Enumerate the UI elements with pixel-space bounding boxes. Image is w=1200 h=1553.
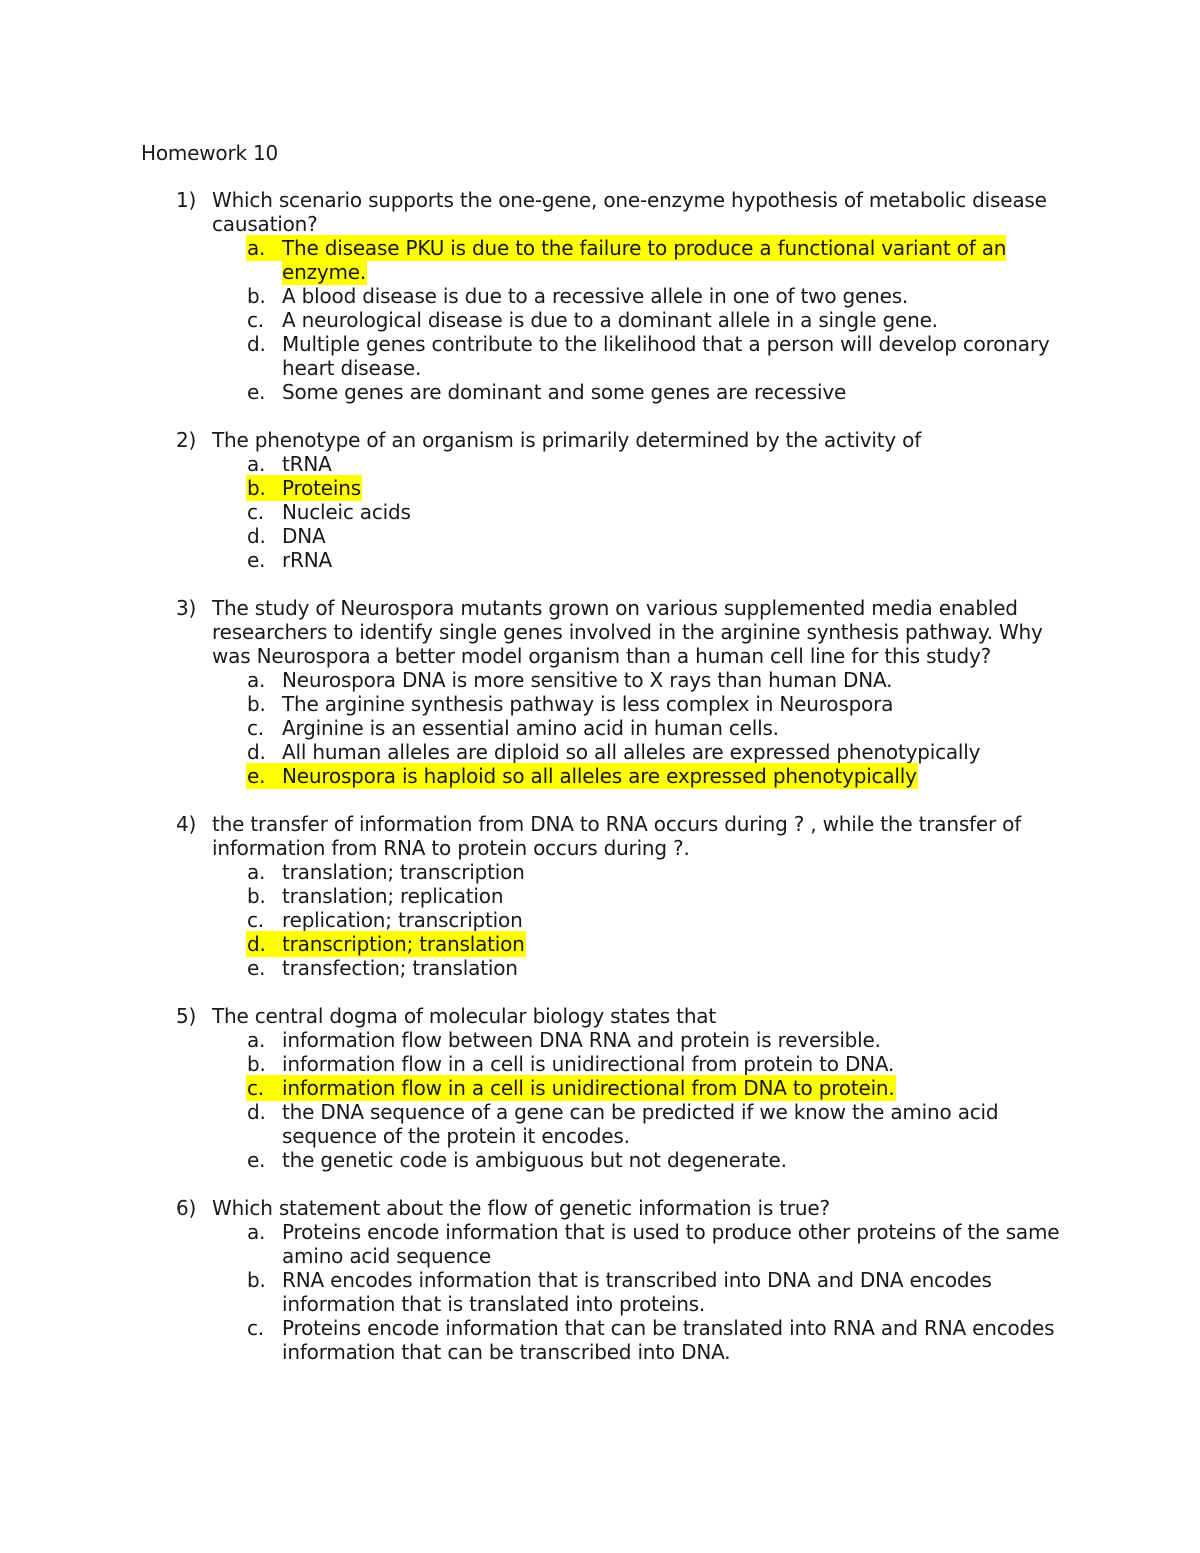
option-text: the genetic code is ambiguous but not degenerate. bbox=[282, 1148, 787, 1172]
option-text-wrapper bbox=[282, 1316, 1072, 1364]
question-number: 3) bbox=[176, 596, 197, 620]
option-text: information flow in a cell is unidirectional from protein to DNA. bbox=[282, 1052, 895, 1076]
option-text-wrapper bbox=[282, 1268, 1072, 1316]
option-text: tRNA bbox=[282, 452, 332, 476]
question-6 bbox=[0, 1196, 1200, 1364]
option-text: the DNA sequence of a gene can be predicted if we know the amino acid sequence of the protein it encodes. bbox=[282, 1100, 999, 1148]
option-letter: c. bbox=[247, 716, 264, 740]
option-letter: d. bbox=[247, 524, 266, 548]
option-letter: b. bbox=[247, 884, 266, 908]
question-number: 5) bbox=[176, 1004, 197, 1028]
question-text: The central dogma of molecular biology states that bbox=[212, 1004, 716, 1028]
option-text: Nucleic acids bbox=[282, 500, 411, 524]
option-text: translation; transcription bbox=[282, 860, 525, 884]
option-letter: a. bbox=[247, 452, 266, 476]
answer-option bbox=[0, 1100, 1200, 1148]
question-text: Which scenario supports the one-gene, one-enzyme hypothesis of metabolic disease causation? bbox=[212, 188, 1047, 236]
answer-option bbox=[0, 692, 1200, 716]
option-letter: e. bbox=[247, 956, 266, 980]
answer-option bbox=[0, 284, 1200, 308]
option-text: A neurological disease is due to a dominant allele in a single gene. bbox=[282, 308, 938, 332]
option-text: All human alleles are diploid so all alleles are expressed phenotypically bbox=[282, 740, 981, 764]
option-text-wrapper bbox=[282, 1052, 1072, 1076]
option-text-wrapper bbox=[282, 740, 1072, 764]
answer-option bbox=[0, 1220, 1200, 1268]
answer-options bbox=[0, 668, 1200, 788]
question-5 bbox=[0, 1004, 1200, 1172]
option-letter: b. bbox=[247, 692, 266, 716]
option-text-wrapper bbox=[282, 716, 1072, 740]
option-letter: d. bbox=[247, 932, 282, 956]
option-text-wrapper bbox=[282, 332, 1072, 380]
question-2 bbox=[0, 428, 1200, 572]
option-text-wrapper bbox=[282, 1100, 1072, 1148]
answer-option bbox=[0, 1268, 1200, 1316]
option-letter: a. bbox=[247, 668, 266, 692]
option-text: A blood disease is due to a recessive allele in one of two genes. bbox=[282, 284, 909, 308]
option-text: DNA bbox=[282, 524, 326, 548]
option-letter: e. bbox=[247, 548, 266, 572]
option-text-wrapper bbox=[282, 932, 1072, 956]
question-list bbox=[0, 188, 1200, 1388]
option-letter: c. bbox=[247, 1316, 264, 1340]
option-text-wrapper bbox=[282, 764, 1072, 788]
option-text: The arginine synthesis pathway is less complex in Neurospora bbox=[282, 692, 894, 716]
question-text: The study of Neurospora mutants grown on various supplemented media enabled researchers to identify single genes involved in the arginine synthesis pathway. Why was Neurospora a better model organism than a human cell line for this study? bbox=[212, 596, 1043, 668]
option-text: rRNA bbox=[282, 548, 332, 572]
question-text: Which statement about the flow of genetic information is true? bbox=[212, 1196, 830, 1220]
option-letter: c. bbox=[247, 908, 264, 932]
answer-option bbox=[0, 380, 1200, 404]
option-text-wrapper bbox=[282, 1028, 1072, 1052]
option-text-wrapper bbox=[282, 476, 1072, 500]
option-text: replication; transcription bbox=[282, 908, 523, 932]
option-text-wrapper bbox=[282, 668, 1072, 692]
option-text: Proteins encode information that is used to produce other proteins of the same amino acid sequence bbox=[282, 1220, 1060, 1268]
option-text-wrapper bbox=[282, 236, 1072, 284]
answer-option bbox=[0, 764, 1200, 788]
option-letter: a. bbox=[247, 236, 281, 260]
answer-option bbox=[0, 1076, 1200, 1100]
question-4 bbox=[0, 812, 1200, 980]
option-letter: a. bbox=[247, 1220, 266, 1244]
question-text: The phenotype of an organism is primarily determined by the activity of bbox=[212, 428, 922, 452]
option-letter: e. bbox=[247, 1148, 266, 1172]
answer-option bbox=[0, 956, 1200, 980]
question-number: 2) bbox=[176, 428, 197, 452]
option-text-wrapper bbox=[282, 548, 1072, 572]
option-text-wrapper bbox=[282, 884, 1072, 908]
option-text-wrapper bbox=[282, 692, 1072, 716]
option-text: Neurospora DNA is more sensitive to X rays than human DNA. bbox=[282, 668, 893, 692]
highlighted-answer-text: The disease PKU is due to the failure to produce a functional variant of an enzyme. bbox=[282, 236, 1007, 284]
option-letter: b. bbox=[247, 476, 282, 500]
answer-option bbox=[0, 524, 1200, 548]
answer-option bbox=[0, 1052, 1200, 1076]
answer-option bbox=[0, 1028, 1200, 1052]
answer-option bbox=[0, 548, 1200, 572]
option-text: Arginine is an essential amino acid in human cells. bbox=[282, 716, 779, 740]
option-text-wrapper bbox=[282, 284, 1072, 308]
option-letter: a. bbox=[247, 860, 266, 884]
answer-option bbox=[0, 740, 1200, 764]
option-text: transfection; translation bbox=[282, 956, 518, 980]
option-text-wrapper bbox=[282, 1148, 1072, 1172]
option-letter: a. bbox=[247, 1028, 266, 1052]
option-letter: c. bbox=[247, 500, 264, 524]
option-letter: c. bbox=[247, 1076, 280, 1100]
option-text-wrapper bbox=[282, 1076, 1072, 1100]
answer-option bbox=[0, 452, 1200, 476]
answer-option bbox=[0, 332, 1200, 380]
answer-options bbox=[0, 1220, 1200, 1364]
option-text-wrapper bbox=[282, 1220, 1072, 1268]
question-number: 4) bbox=[176, 812, 197, 836]
answer-option bbox=[0, 1316, 1200, 1364]
option-text: translation; replication bbox=[282, 884, 504, 908]
option-text: Multiple genes contribute to the likelihood that a person will develop coronary heart disease. bbox=[282, 332, 1050, 380]
highlighted-answer-text: Neurospora is haploid so all alleles are expressed phenotypically bbox=[282, 764, 917, 788]
option-text-wrapper bbox=[282, 380, 1072, 404]
option-text-wrapper bbox=[282, 308, 1072, 332]
option-letter: b. bbox=[247, 1052, 266, 1076]
answer-option bbox=[0, 308, 1200, 332]
answer-option bbox=[0, 884, 1200, 908]
answer-option bbox=[0, 236, 1200, 284]
option-text-wrapper bbox=[282, 500, 1072, 524]
option-text-wrapper bbox=[282, 956, 1072, 980]
option-letter: c. bbox=[247, 308, 264, 332]
option-text-wrapper bbox=[282, 524, 1072, 548]
answer-options bbox=[0, 236, 1200, 404]
option-text-wrapper bbox=[282, 908, 1072, 932]
answer-options bbox=[0, 860, 1200, 980]
option-letter: e. bbox=[247, 380, 266, 404]
answer-option bbox=[0, 668, 1200, 692]
answer-option bbox=[0, 716, 1200, 740]
answer-option bbox=[0, 1148, 1200, 1172]
option-letter: b. bbox=[247, 284, 266, 308]
option-text: Proteins encode information that can be translated into RNA and RNA encodes information that can be transcribed into DNA. bbox=[282, 1316, 1055, 1364]
option-letter: d. bbox=[247, 332, 266, 356]
option-letter: d. bbox=[247, 1100, 266, 1124]
option-text-wrapper bbox=[282, 860, 1072, 884]
answer-option bbox=[0, 476, 1200, 500]
answer-options bbox=[0, 452, 1200, 572]
document-title: Homework 10 bbox=[141, 141, 279, 165]
option-text: RNA encodes information that is transcribed into DNA and DNA encodes information that is translated into proteins. bbox=[282, 1268, 992, 1316]
answer-option bbox=[0, 932, 1200, 956]
option-letter: d. bbox=[247, 740, 266, 764]
question-number: 6) bbox=[176, 1196, 197, 1220]
question-3 bbox=[0, 596, 1200, 788]
answer-option bbox=[0, 500, 1200, 524]
option-letter: b. bbox=[247, 1268, 266, 1292]
highlighted-answer-text: information flow in a cell is unidirectional from DNA to protein. bbox=[282, 1076, 895, 1100]
question-text: the transfer of information from DNA to RNA occurs during ? , while the transfer of information from RNA to protein occurs during ?. bbox=[212, 812, 1022, 860]
option-text: Some genes are dominant and some genes are recessive bbox=[282, 380, 847, 404]
highlighted-answer-text: Proteins bbox=[282, 476, 361, 500]
highlighted-answer-text: transcription; translation bbox=[282, 932, 525, 956]
question-1 bbox=[0, 188, 1200, 404]
question-number: 1) bbox=[176, 188, 197, 212]
option-text-wrapper bbox=[282, 452, 1072, 476]
answer-option bbox=[0, 860, 1200, 884]
answer-option bbox=[0, 908, 1200, 932]
option-letter: e. bbox=[247, 764, 281, 788]
answer-options bbox=[0, 1028, 1200, 1172]
option-text: information flow between DNA RNA and protein is reversible. bbox=[282, 1028, 881, 1052]
